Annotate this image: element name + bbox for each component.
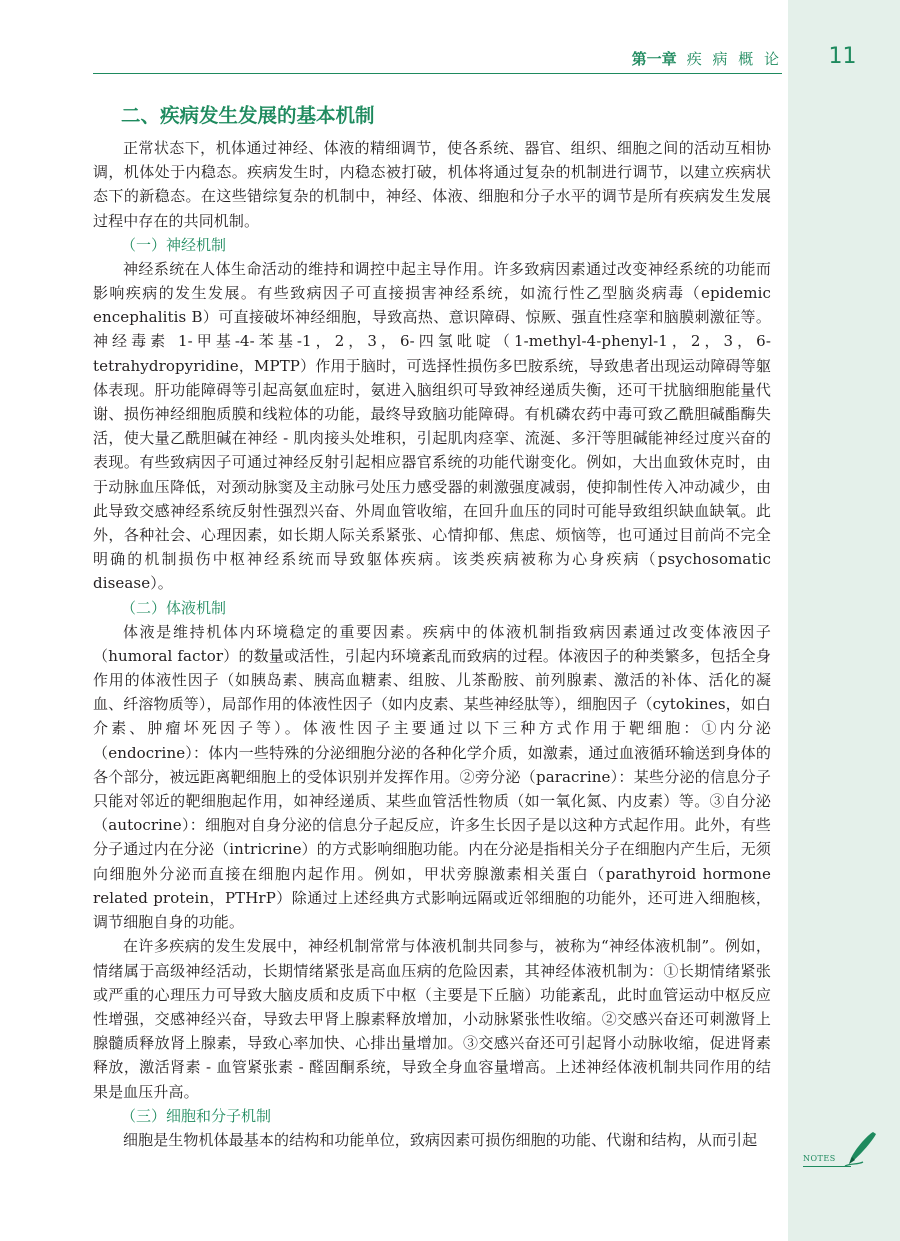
header-rule bbox=[93, 73, 782, 74]
humoral-mechanism-paragraph: 体液是维持机体内环境稳定的重要因素。疾病中的体液机制指致病因素通过改变体液因子（humoral factor）的数量或活性，引起内环境紊乱而致病的过程。体液因子的种类繁多，包括全身作用的体液性因子（如胰岛素、胰高血糖素、组胺、儿茶酚胺、前列腺素、激活的补体、活化的凝血、纤溶物质等），局部作用的体液性因子（如内皮素、某些神经肽等），细胞因子（cytokines，如白介素、肿瘤坏死因子等）。体液性因子主要通过以下三种方式作用于靶细胞：①内分泌（endocrine）：体内一些特殊的分泌细胞分泌的各种化学介质，如激素，通过血液循环输送到身体的各个部分，被远距离靶细胞上的受体识别并发挥作用。②旁分泌（paracrine）：某些分泌的信息分子只能对邻近的靶细胞起作用，如神经递质、某些血管活性物质（如一氧化氮、内皮素）等。③自分泌（autocrine）：细胞对自身分泌的信息分子起反应，许多生长因子是以这种方式起作用。此外，有些分子通过内在分泌（intricrine）的方式影响细胞功能。内在分泌是指相关分子在细胞内产生后，无须向细胞外分泌而直接在细胞内起作用。例如，甲状旁腺激素相关蛋白（parathyroid hormone related protein，PTHrP）除通过上述经典方式影响远隔或近邻细胞的功能外，还可进入细胞核，调节细胞自身的功能。 bbox=[93, 622, 771, 932]
section-intro-paragraph: 正常状态下，机体通过神经、体液的精细调节，使各系统、器官、组织、细胞之间的活动互相协调，机体处于内稳态。疾病发生时，内稳态被打破，机体将通过复杂的机制进行调节，以建立疾病状态下的新稳态。在这些错综复杂的机制中，神经、体液、细胞和分子水平的调节是所有疾病发生发展过程中存在的共同机制。 bbox=[93, 139, 771, 230]
subsection-heading-cellular: （三）细胞和分子机制 bbox=[121, 1106, 272, 1125]
neurohumoral-paragraph: 在许多疾病的发生发展中，神经机制常常与体液机制共同参与，被称为“神经体液机制”。例如，情绪属于高级神经活动，长期情绪紧张是高血压病的危险因素，其神经体液机制为：①长期情绪紧张或严重的心理压力可导致大脑皮质和皮质下中枢（主要是下丘脑）功能紊乱，此时血管运动中枢反应性增强，交感神经兴奋，导致去甲肾上腺素释放增加，小动脉紧张性收缩。②交感兴奋还可刺激肾上腺髓质释放肾上腺素，导致心率加快、心排出量增加。③交感兴奋还可引起肾小动脉收缩，促进肾素释放，激活肾素 - 血管紧张素 - 醛固酮系统，导致全身血容量增高。上述神经体液机制共同作用的结果是血压升高。 bbox=[93, 937, 771, 1101]
notes-label: NOTES bbox=[803, 1154, 836, 1163]
running-header bbox=[93, 48, 782, 70]
page-body bbox=[93, 96, 771, 1152]
margin-notes-band bbox=[788, 0, 900, 1241]
pen-icon bbox=[843, 1130, 879, 1168]
cellular-mechanism-paragraph: 细胞是生物机体最基本的结构和功能单位，致病因素可损伤细胞的功能、代谢和结构，从而引起 bbox=[123, 1130, 758, 1149]
page-number: 11 bbox=[828, 44, 857, 69]
chapter-title: 疾 病 概 论 bbox=[686, 50, 782, 68]
notes-badge bbox=[803, 1130, 883, 1174]
subsection-heading-neural: （一）神经机制 bbox=[121, 235, 227, 254]
neural-mechanism-paragraph: 神经系统在人体生命活动的维持和调控中起主导作用。许多致病因素通过改变神经系统的功能而影响疾病的发生发展。有些致病因子可直接损害神经系统，如流行性乙型脑炎病毒（epidemic encephalitis B）可直接破坏神经细胞，导致高热、意识障碍、惊厥、强直性痉挛和脑膜刺激征等。神经毒素 1-甲基-4-苯基-1，2，3，6-四氢吡啶（1-methyl-4-phenyl-1，2，3，6-tetrahydropyridine，MPTP）作用于脑时，可选择性损伤多巴胺系统，导致患者出现运动障碍等躯体表现。肝功能障碍等引起高氨血症时，氨进入脑组织可导致神经递质失衡，还可干扰脑细胞能量代谢、损伤神经细胞质膜和线粒体的功能，最终导致脑功能障碍。有机磷农药中毒可致乙酰胆碱酯酶失活，使大量乙酰胆碱在神经 - 肌肉接头处堆积，引起肌肉痉挛、流涎、多汗等胆碱能神经过度兴奋的表现。有些致病因子可通过神经反射引起相应器官系统的功能代谢变化。例如，大出血致休克时，由于动脉血压降低，对颈动脉窦及主动脉弓处压力感受器的刺激强度减弱，使抑制性传入冲动减少，由此导致交感神经系统反射性强烈兴奋、外周血管收缩，在回升血压的同时可能导致组织缺血缺氧。此外，各种社会、心理因素，如长期人际关系紧张、心情抑郁、焦虑、烦恼等，也可通过目前尚不完全明确的机制损伤中枢神经系统而导致躯体疾病。该类疾病被称为心身疾病（psychosomatic disease）。 bbox=[93, 259, 771, 593]
section-title: 二、疾病发生发展的基本机制 bbox=[121, 104, 375, 127]
chapter-label: 第一章 bbox=[631, 50, 677, 68]
subsection-heading-humoral: （二）体液机制 bbox=[121, 598, 227, 617]
